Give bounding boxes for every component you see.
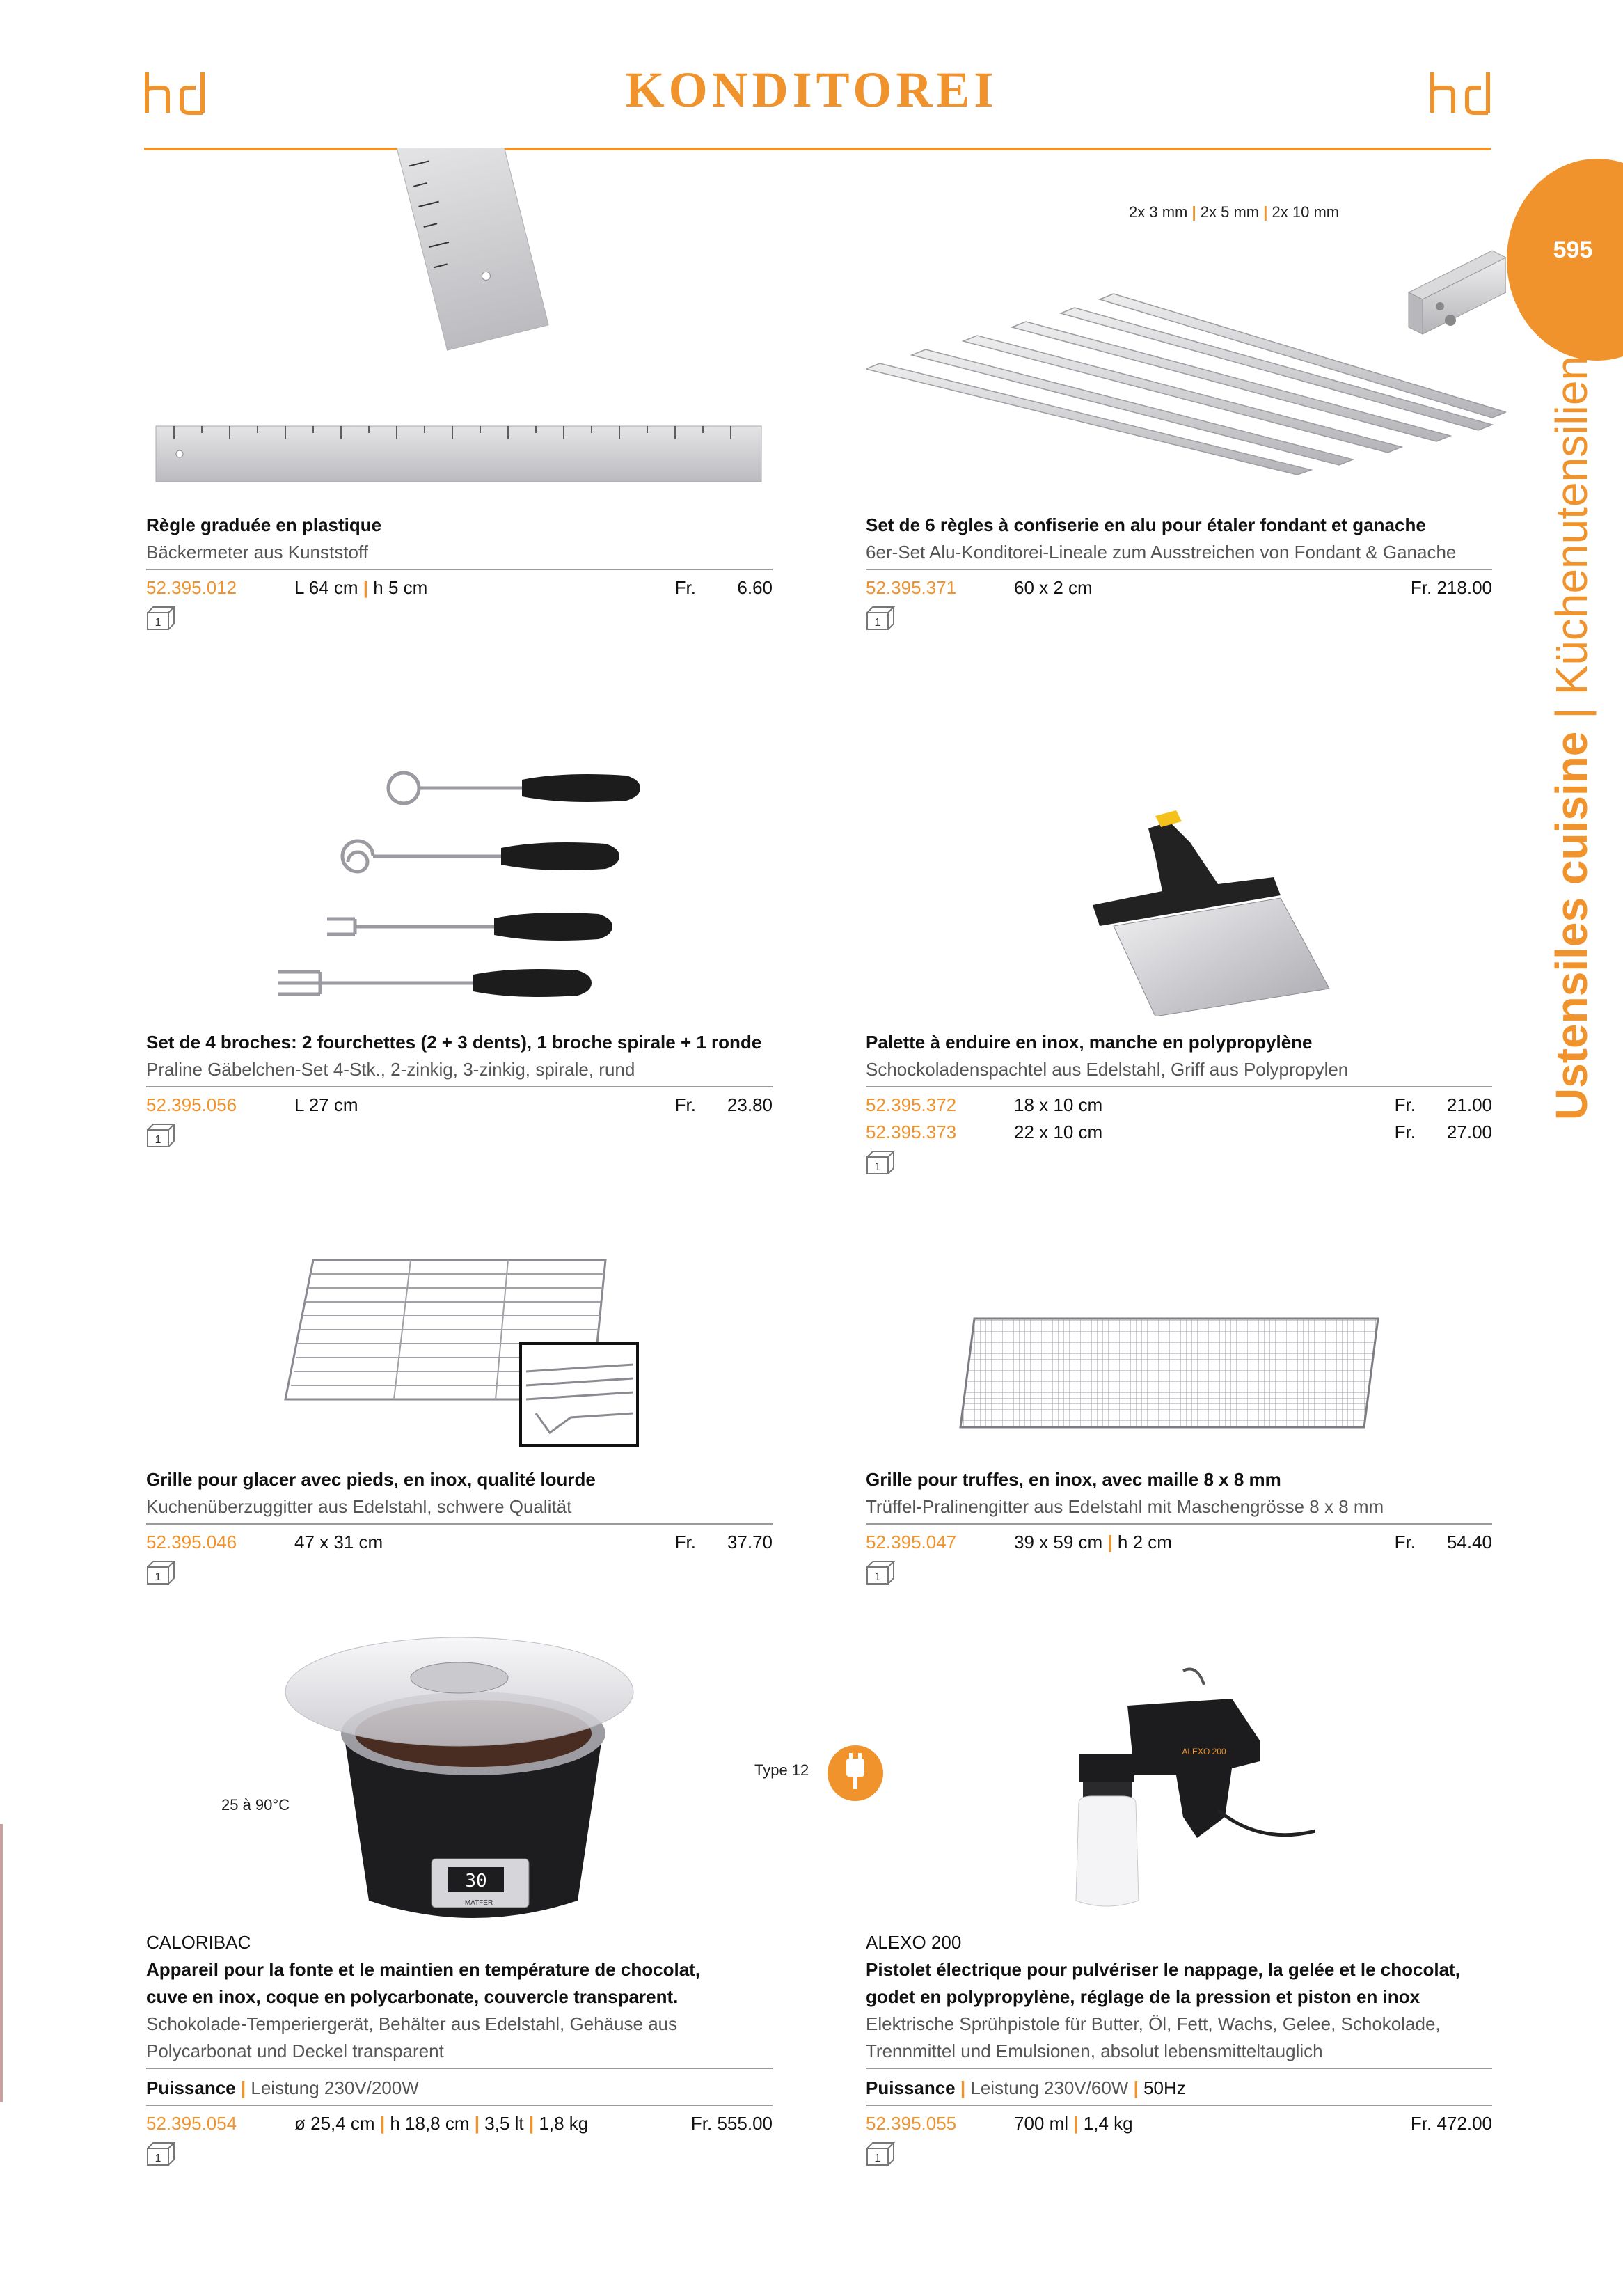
pack-box-icon [866, 2141, 895, 2167]
product-caloribac [146, 1929, 773, 2170]
spec-a: 39 x 59 cm [1014, 1532, 1103, 1552]
strip-size-a: 2x 3 mm [1129, 203, 1188, 221]
pack-box-icon [146, 1123, 175, 1148]
spatula-image [1072, 808, 1336, 1016]
spec-a: 700 ml [1014, 2113, 1069, 2134]
truffle-grid-image [947, 1309, 1392, 1434]
strip-sizes-label [1129, 203, 1339, 221]
currency: Fr. [1394, 1532, 1416, 1552]
product-divider [146, 569, 773, 570]
product-title-fr: Règle graduée en plastique [146, 514, 382, 535]
pack-quantity: 1 [155, 1571, 161, 1583]
product-title-fr: Set de 4 broches: 2 fourchettes (2 + 3 dents), 1 broche spirale + 1 ronde [146, 1032, 762, 1053]
pack-quantity: 1 [874, 617, 881, 629]
currency: Fr. [674, 1532, 696, 1552]
section-side-title [1546, 356, 1597, 1120]
price-row [866, 1529, 1492, 1556]
dimensions: 22 x 10 cm [1014, 1122, 1103, 1142]
pack-box-icon [866, 606, 895, 631]
device-brand: MATFER [464, 1899, 493, 1907]
pack-box-icon [866, 1560, 895, 1585]
product-divider [146, 2068, 773, 2069]
alexo-spray-gun-image [1051, 1664, 1315, 1914]
power-sep: | [960, 2077, 966, 2098]
spec-a: ø 25,4 cm [294, 2113, 375, 2134]
product-title-fr-line1: Pistolet électrique pour pulvériser le nappage, la gelée et le chocolat, [866, 1959, 1460, 1980]
price: 21.00 [1446, 1094, 1492, 1115]
side-title-sep: | [1546, 707, 1597, 719]
product-title-de: Trüffel-Pralinengitter aus Edelstahl mit Maschengrösse 8 x 8 mm [866, 1496, 1384, 1517]
product-title-fr-line2: godet en polypropylène, réglage de la pression et piston en inox [866, 1986, 1420, 2007]
spec-sep: | [363, 577, 369, 598]
dimensions: 60 x 2 cm [1014, 577, 1093, 598]
product-brand: CALORIBAC [146, 1932, 251, 1953]
price-row [146, 1529, 773, 1556]
article-number: 52.395.056 [146, 1094, 237, 1115]
product-truffle-grid [866, 1466, 1492, 1589]
pack-box-icon [146, 606, 175, 631]
dimensions: 47 x 31 cm [294, 1532, 383, 1552]
spec-a: L 64 cm [294, 577, 358, 598]
price-row [866, 1119, 1492, 1146]
article-number: 52.395.012 [146, 577, 237, 598]
edge-mark [0, 1824, 3, 2102]
power-key: Puissance [866, 2077, 956, 2098]
gun-brand: ALEXO 200 [1182, 1747, 1226, 1756]
article-number: 52.395.046 [146, 1532, 237, 1552]
product-title-fr: Grille pour glacer avec pieds, en inox, qualité lourde [146, 1469, 596, 1490]
spec-b: h 5 cm [373, 577, 428, 598]
pack-box-icon [866, 1150, 895, 1175]
spec-b: h 18,8 cm [390, 2113, 470, 2134]
product-divider [146, 1086, 773, 1087]
dimensions: 18 x 10 cm [1014, 1094, 1103, 1115]
dimensions [1014, 1529, 1172, 1556]
strip-sep-2: | [1263, 203, 1268, 221]
dimensions [1014, 2110, 1133, 2137]
product-divider [146, 1523, 773, 1525]
price-row [146, 574, 773, 601]
spec-b: 1,4 kg [1083, 2113, 1133, 2134]
price: 54.40 [1446, 1532, 1492, 1552]
article-number: 52.395.054 [146, 2113, 237, 2134]
product-title-de-line2: Polycarbonat und Deckel transparent [146, 2041, 444, 2061]
product-title-de-line1: Schokolade-Temperiergerät, Behälter aus Edelstahl, Gehäuse aus [146, 2013, 678, 2034]
article-number: 52.395.372 [866, 1094, 957, 1115]
strip-size-b: 2x 5 mm [1200, 203, 1260, 221]
product-title-fr: Grille pour truffes, en inox, avec maille 8 x 8 mm [866, 1469, 1281, 1490]
pack-quantity: 1 [874, 1571, 881, 1583]
price-row [866, 574, 1492, 601]
power-value: Leistung 230V/60W [970, 2077, 1129, 2098]
product-title-de: 6er-Set Alu-Konditorei-Lineale zum Ausstreichen von Fondant & Ganache [866, 542, 1457, 563]
spec-sep: | [1107, 1532, 1113, 1552]
currency: Fr. [1394, 1122, 1416, 1142]
product-title-de-line1: Elektrische Sprühpistole für Butter, Öl, Fett, Wachs, Gelee, Schokolade, [866, 2013, 1441, 2034]
power-sep: | [240, 2077, 246, 2098]
strip-sep-1: | [1191, 203, 1196, 221]
pack-quantity: 1 [155, 2153, 161, 2164]
temperature-label: 25 à 90°C [221, 1796, 290, 1814]
product-divider [866, 1523, 1492, 1525]
spec-d: 1,8 kg [539, 2113, 589, 2134]
spec-sep: | [1073, 2113, 1079, 2134]
product-title-de: Schockoladenspachtel aus Edelstahl, Griff aus Polypropylen [866, 1059, 1349, 1080]
product-title-de: Praline Gäbelchen-Set 4-Stk., 2-zinkig, 3-zinkig, spirale, rund [146, 1059, 635, 1080]
product-confectionery-strips [866, 512, 1492, 634]
praline-forks-image [264, 752, 654, 1002]
product-title-de: Kuchenüberzuggitter aus Edelstahl, schwere Qualität [146, 1496, 572, 1517]
dimensions [294, 2110, 588, 2137]
price: Fr. 218.00 [1410, 577, 1492, 598]
power-frequency: 50Hz [1143, 2077, 1186, 2098]
product-title-fr: Set de 6 règles à confiserie en alu pour étaler fondant et ganache [866, 514, 1426, 535]
article-number: 52.395.373 [866, 1122, 957, 1142]
product-divider [866, 2105, 1492, 2106]
power-key: Puissance [146, 2077, 236, 2098]
article-number: 52.395.047 [866, 1532, 957, 1552]
product-divider [866, 2068, 1492, 2069]
power-sep: | [1133, 2077, 1139, 2098]
currency: Fr. [1394, 1094, 1416, 1115]
currency: Fr. [674, 1094, 696, 1115]
spec-sep: | [528, 2113, 535, 2134]
page-number: 595 [1553, 237, 1593, 263]
product-divider [866, 1086, 1492, 1087]
product-title-de: Bäckermeter aus Kunststoff [146, 542, 368, 563]
product-alexo-200 [866, 1929, 1492, 2170]
type-label: Type 12 [754, 1761, 809, 1779]
pack-box-icon [146, 2141, 175, 2167]
price-row [866, 2110, 1492, 2137]
article-number: 52.395.055 [866, 2113, 957, 2134]
power-line [866, 2075, 1492, 2102]
price: 23.80 [727, 1094, 773, 1115]
price: Fr. 555.00 [690, 2113, 773, 2134]
spec-c: 3,5 lt [484, 2113, 524, 2134]
power-line [146, 2075, 773, 2102]
product-title-fr-line2: cuve en inox, coque en polycarbonate, couvercle transparent. [146, 1986, 679, 2007]
price: 37.70 [727, 1532, 773, 1552]
dimensions [294, 574, 427, 601]
pack-quantity: 1 [874, 2153, 881, 2164]
product-title-de-line2: Trennmittel und Emulsionen, absolut lebensmitteltauglich [866, 2041, 1323, 2061]
product-ruler [146, 512, 773, 634]
pack-quantity: 1 [155, 617, 161, 629]
currency: Fr. [674, 577, 696, 598]
confectionery-strips-image [866, 230, 1506, 487]
product-brand: ALEXO 200 [866, 1932, 962, 1953]
price: Fr. 472.00 [1410, 2113, 1492, 2134]
side-title-bold: Ustensiles cuisine [1546, 731, 1597, 1121]
product-divider [866, 569, 1492, 570]
page-title: KONDITOREI [625, 62, 998, 118]
ruler-image [146, 148, 773, 489]
price-row [146, 2110, 773, 2137]
power-value: Leistung 230V/200W [251, 2077, 419, 2098]
strip-size-c: 2x 10 mm [1272, 203, 1340, 221]
price-row [146, 1092, 773, 1119]
plug-icon [824, 1742, 887, 1804]
pack-box-icon [146, 1560, 175, 1585]
article-number: 52.395.371 [866, 577, 957, 598]
product-title-fr-line1: Appareil pour la fonte et le maintien en température de chocolat, [146, 1959, 701, 1980]
spec-sep: | [474, 2113, 480, 2134]
side-title-light: Küchenutensilien [1546, 355, 1597, 695]
dimensions: L 27 cm [294, 1094, 358, 1115]
product-spatula [866, 1029, 1492, 1179]
product-divider [146, 2105, 773, 2106]
pack-quantity: 1 [874, 1161, 881, 1173]
display-digits: 30 [465, 1871, 487, 1892]
hd-logo-right [1430, 72, 1491, 116]
spec-sep: | [379, 2113, 386, 2134]
price-row [866, 1092, 1492, 1119]
product-title-fr: Palette à enduire en inox, manche en polypropylène [866, 1032, 1313, 1053]
pack-quantity: 1 [155, 1134, 161, 1146]
product-glazing-grid [146, 1466, 773, 1589]
glazing-grid-image [271, 1246, 661, 1448]
product-praline-forks [146, 1029, 773, 1151]
price: 6.60 [737, 577, 773, 598]
caloribac-image [285, 1629, 661, 1935]
spec-b: h 2 cm [1117, 1532, 1172, 1552]
price: 27.00 [1446, 1122, 1492, 1142]
